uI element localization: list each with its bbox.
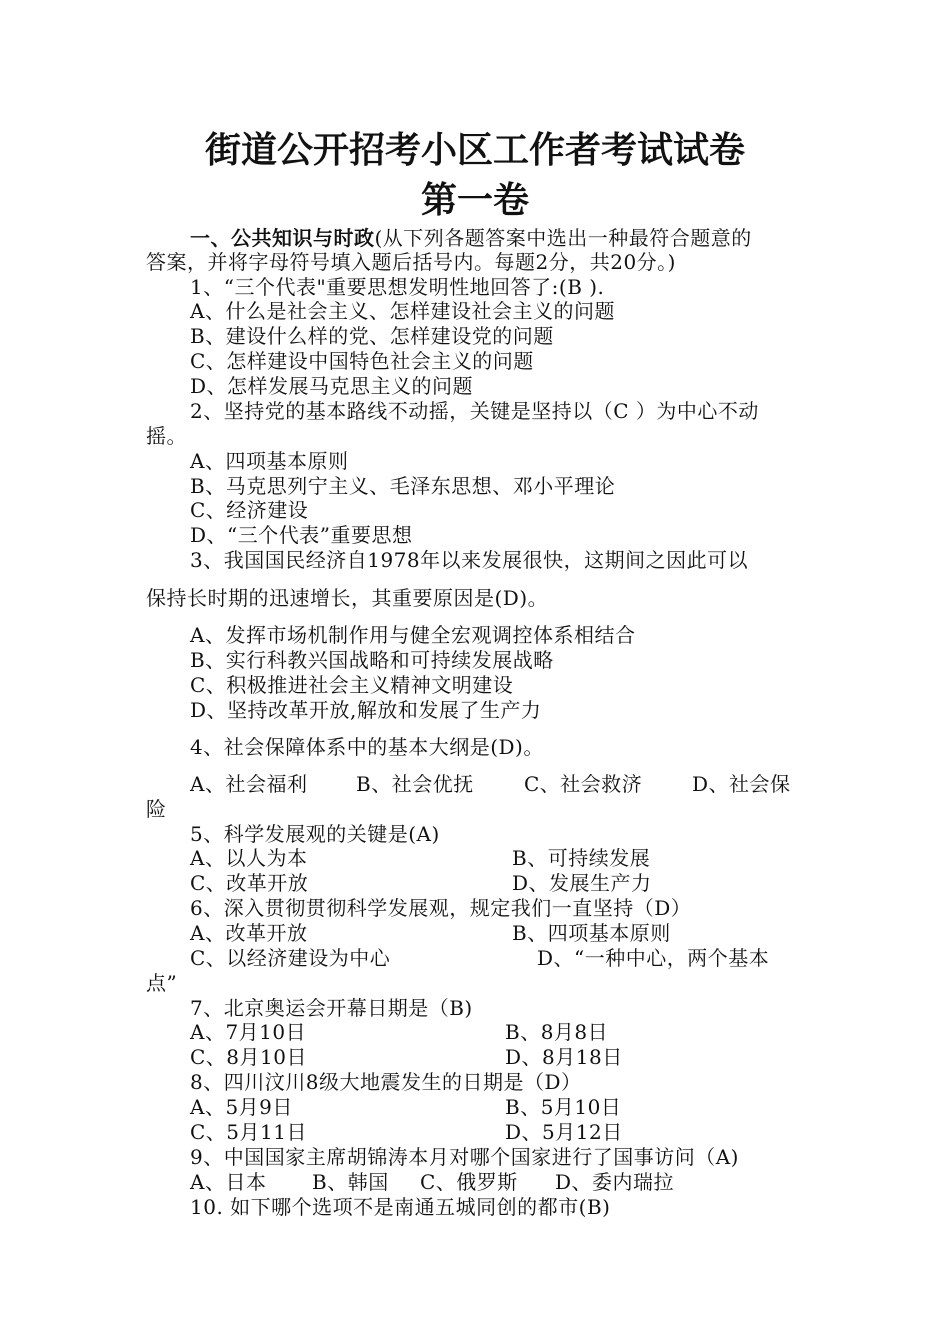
question-1-stem: 1、“三个代表"重要思想发明性地回答了:(B ). [190, 275, 605, 299]
question-8-stem: 8、四川汶川8级大地震发生的日期是（D） [190, 1070, 582, 1094]
question-7-option-a: A、7月10日 [190, 1020, 307, 1044]
question-7-option-b: B、8月8日 [505, 1020, 609, 1044]
question-2-option-c: C、经济建设 [190, 498, 309, 522]
question-1-option-d: D、怎样发展马克思主义的问题 [190, 374, 474, 398]
question-5-option-c: C、改革开放 [190, 871, 309, 895]
question-9-option-d: D、委内瑞拉 [555, 1170, 675, 1194]
question-7-option-d: D、8月18日 [505, 1045, 623, 1069]
question-2-option-b: B、马克思列宁主义、毛泽东思想、邓小平理论 [190, 474, 616, 498]
question-3-option-d: D、坚持改革开放,解放和发展了生产力 [190, 698, 542, 722]
question-3-option-b: B、实行科教兴国战略和可持续发展战略 [190, 648, 554, 672]
question-9-stem: 9、中国国家主席胡锦涛本月对哪个国家进行了国事访问（A) [190, 1145, 739, 1169]
question-4-stem: 4、社会保障体系中的基本大纲是(D)。 [190, 735, 544, 759]
question-2-stem: 2、坚持党的基本路线不动摇，关键是坚持以（C ）为中心不动 [190, 399, 759, 423]
question-7-stem: 7、北京奥运会开幕日期是（B) [190, 996, 473, 1020]
question-8-option-c: C、5月11日 [190, 1120, 307, 1144]
question-2-option-d: D、“三个代表”重要思想 [190, 523, 413, 547]
question-3-stem-cont: 保持长时期的迅速增长，其重要原因是(D)。 [146, 586, 549, 610]
question-4-option-d: D、社会保 [692, 772, 791, 796]
question-7-option-c: C、8月10日 [190, 1045, 307, 1069]
question-6-option-a: A、改革开放 [190, 921, 308, 945]
question-4-option-b: B、社会优抚 [356, 772, 474, 796]
question-5-stem: 5、科学发展观的关键是(A) [190, 822, 440, 846]
question-1-option-b: B、建设什么样的党、怎样建设党的问题 [190, 324, 554, 348]
section-instructions-cont: 答案，并将字母符号填入题后括号内。每题2分，共20分。) [146, 250, 676, 274]
section-heading: 一、公共知识与时政 [190, 226, 375, 250]
question-6-option-c: C、以经济建设为中心 [190, 946, 391, 970]
question-1-option-a: A、什么是社会主义、怎样建设社会主义的问题 [190, 299, 615, 323]
question-3-stem: 3、我国国民经济自1978年以来发展很快，这期间之因此可以 [190, 548, 749, 572]
exam-title: 街道公开招考小区工作者考试试卷 [204, 129, 745, 171]
question-9-option-a: A、日本 [190, 1170, 267, 1194]
section-heading-line [190, 226, 752, 250]
question-2-stem-cont: 摇。 [146, 424, 187, 448]
question-10-stem: 10. 如下哪个选项不是南通五城同创的都市(B) [190, 1195, 611, 1219]
question-4-option-c: C、社会救济 [524, 772, 643, 796]
question-5-option-d: D、发展生产力 [512, 871, 652, 895]
question-6-option-d-cont: 点” [146, 971, 178, 995]
question-8-option-b: B、5月10日 [505, 1095, 622, 1119]
question-8-option-a: A、5月9日 [190, 1095, 293, 1119]
question-1-option-c: C、怎样建设中国特色社会主义的问题 [190, 349, 534, 373]
question-2-option-a: A、四项基本原则 [190, 449, 349, 473]
question-6-option-d: D、“一种中心，两个基本 [537, 946, 770, 970]
volume-title: 第一卷 [420, 179, 529, 221]
question-8-option-d: D、5月12日 [505, 1120, 623, 1144]
question-3-option-c: C、积极推进社会主义精神文明建设 [190, 673, 514, 697]
question-3-option-a: A、发挥市场机制作用与健全宏观调控体系相结合 [190, 623, 636, 647]
section-instructions: (从下列各题答案中选出一种最符合题意的 [374, 226, 752, 250]
question-4-option-d-cont: 险 [146, 797, 167, 821]
question-5-option-a: A、以人为本 [190, 846, 308, 870]
question-4-option-a: A、社会福利 [190, 772, 308, 796]
question-5-option-b: B、可持续发展 [512, 846, 651, 870]
question-9-option-c: C、俄罗斯 [420, 1170, 518, 1194]
question-9-option-b: B、韩国 [312, 1170, 389, 1194]
question-6-stem: 6、深入贯彻贯彻科学发展观，规定我们一直坚持（D） [190, 896, 692, 920]
question-6-option-b: B、四项基本原则 [512, 921, 671, 945]
